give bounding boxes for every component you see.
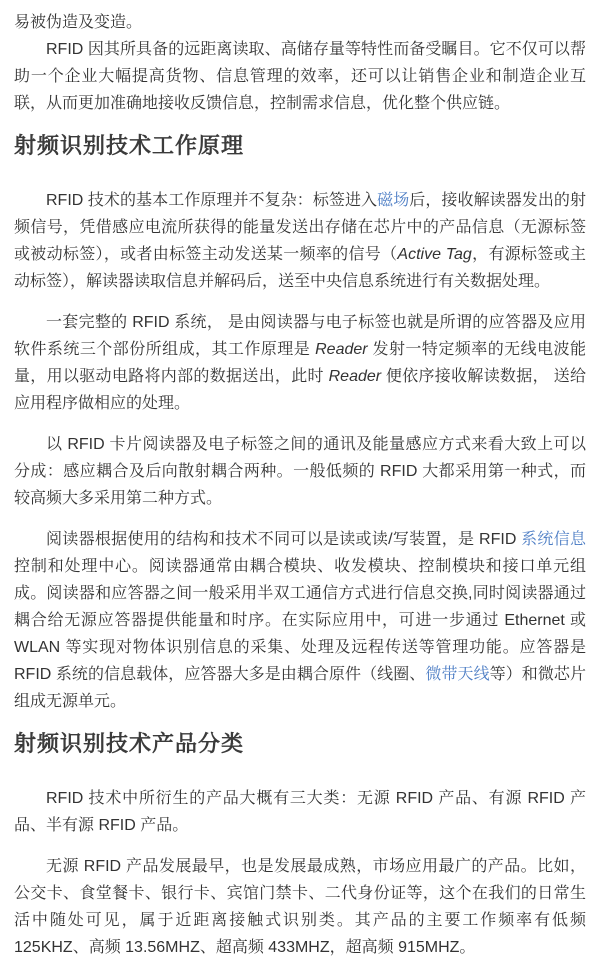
text-run: 易被伪造及变造。	[14, 14, 143, 31]
text-run: 等）和微芯片组成无源单元。	[14, 666, 586, 710]
paragraph-intro-fragment	[14, 9, 586, 36]
text-run: ，有源标签或主动标签），解读器读取信息并解码后，送至中央信息系统进行有关数据处理。	[14, 246, 586, 290]
paragraph-basic-principle	[14, 187, 586, 295]
text-run: 以 RFID 卡片阅读器及电子标签之间的通讯及能量感应方式来看大致上可以分成：感应耦合及后向散射耦合两种。一般低频的 RFID 大都采用第一种式，而较高频大多采用第二种方式。	[14, 436, 586, 507]
text-run: RFID 技术的基本工作原理并不复杂：标签进入	[46, 192, 378, 209]
text-run: RFID 因其所具备的远距离读取、高储存量等特性而备受瞩目。它不仅可以帮助一个企业大幅提高货物、信息管理的效率，还可以让销售企业和制造企业互联，从而更加准确地接收反馈信息，控制需求信息，优化整个供应链。	[14, 41, 586, 112]
paragraph-three-categories	[14, 785, 586, 839]
italic-term: Reader	[315, 341, 368, 358]
paragraph-coupling-modes	[14, 431, 586, 512]
paragraph-reader-structure	[14, 526, 586, 715]
text-run: 一套完整的 RFID 系统， 是由阅读器与电子标签也就是所谓的应答器及应用软件系统三个部份所组成，其工作原理是	[14, 314, 586, 358]
text-run: 阅读器根据使用的结构和技术不同可以是读或读/写装置，是 RFID	[46, 531, 522, 548]
text-run: RFID 技术中所衍生的产品大概有三大类：无源 RFID 产品、有源 RFID 产品、半有源 RFID 产品。	[14, 790, 586, 834]
inline-link[interactable]: 微带天线	[425, 666, 490, 683]
italic-term: Active Tag	[397, 246, 472, 263]
text-run: 后，接收解读器发出的射频信号，凭借感应电流所获得的能量发送出存储在芯片中的产品信息（无源标签或被动标签），或者由标签主动发送某一频率的信号（	[14, 192, 586, 263]
text-run: 控制和处理中心。阅读器通常由耦合模块、收发模块、控制模块和接口单元组成。阅读器和应答器之间一般采用半双工通信方式进行信息交换,同时阅读器通过耦合给无源应答器提供能量和时序。在实际应用中，可进一步通过 Ethernet 或 WLAN 等实现对物体识别信息的采集、处理及远程传送等管理功能。应答器是 RFID 系统的信息载体，应答器大多是由耦合原件（线圈、	[14, 558, 586, 683]
section-heading-working-principle: 射频识别技术工作原理	[14, 133, 245, 158]
paragraph-passive-products	[14, 853, 586, 961]
section-heading-product-categories: 射频识别技术产品分类	[14, 731, 245, 756]
text-run: 便依序接收解读数据， 送给应用程序做相应的处理。	[14, 368, 586, 412]
paragraph-complete-system	[14, 309, 586, 417]
paragraph-rfid-overview	[14, 36, 586, 117]
text-run: 无源 RFID 产品发展最早，也是发展最成熟，市场应用最广的产品。比如，公交卡、食堂餐卡、银行卡、宾馆门禁卡、二代身份证等，这个在我们的日常生活中随处可见，属于近距离接触式识别类。其产品的主要工作频率有低频 125KHZ、高频 13.56MHZ、超高频 433MHZ，超高频 915MHZ。	[14, 858, 586, 956]
inline-link[interactable]: 磁场	[377, 192, 410, 209]
text-run: 发射一特定频率的无线电波能量，用以驱动电路将内部的数据送出，此时	[14, 341, 586, 385]
italic-term: Reader	[328, 368, 382, 385]
inline-link[interactable]: 系统信息	[521, 531, 586, 548]
